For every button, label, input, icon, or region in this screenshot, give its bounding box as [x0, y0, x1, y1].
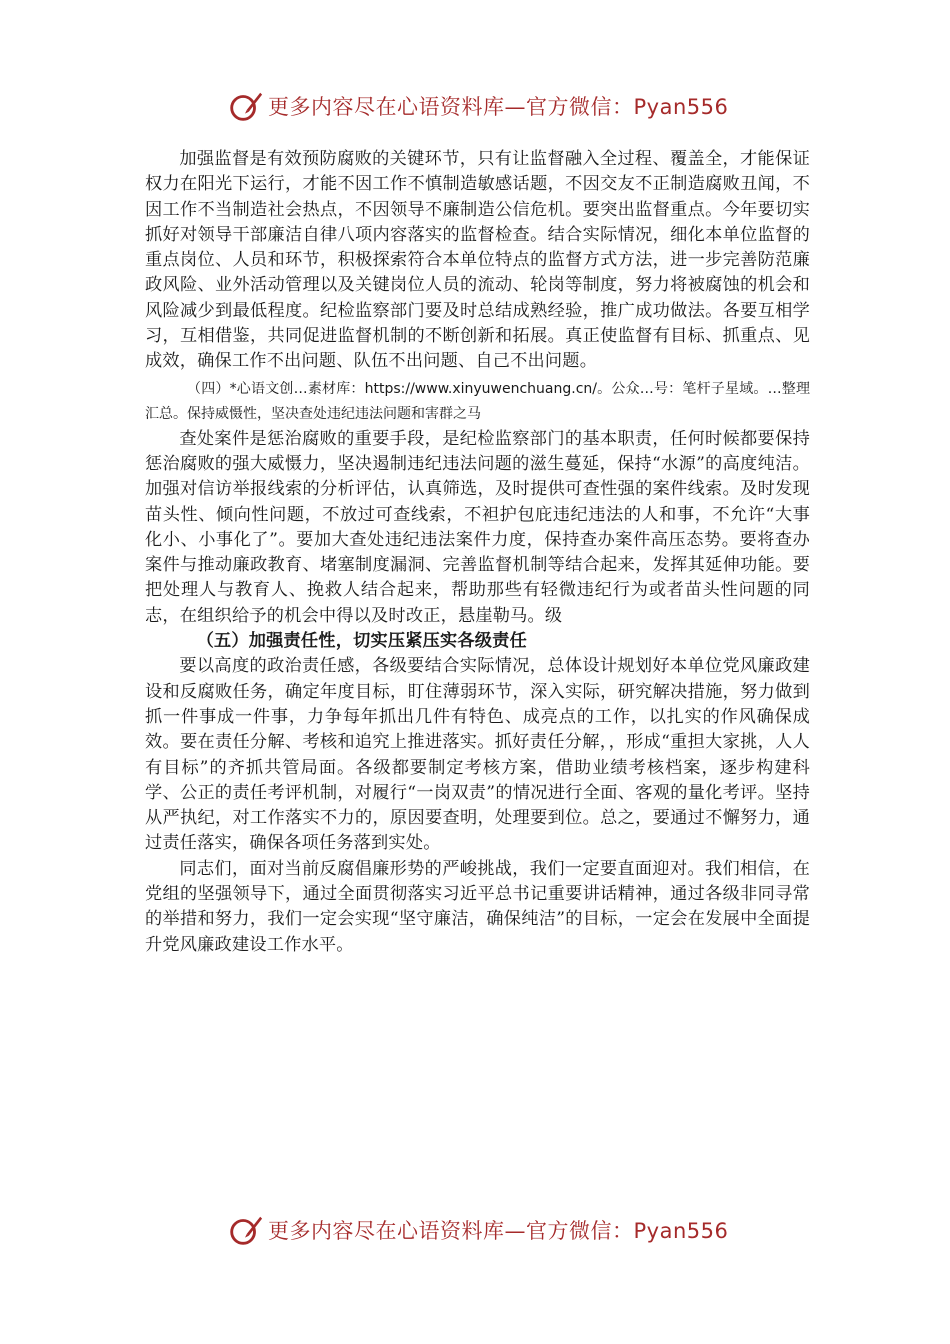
header-banner [226, 86, 728, 126]
paragraph-responsibility: 要以高度的政治责任感，各级要结合实际情况，总体设计规划好本单位党风廉政建设和反腐败任务，确定年度目标，盯住薄弱环节，深入实际，研究解决措施，努力做到抓一件事成一件事，力争每年抓出几件有特色、成亮点的工作，以扎实的作风确保成效。要在责任分解、考核和追究上推进落实。抓好责任分解，，形成“重担大家挑，人人有目标”的齐抓共管局面。各级都要制定考核方案，借助业绩考核档案，逐步构建科学、公正的责任考评机制，对履行“一岗双责”的情况进行全面、客观的量化考评。坚持从严执纪，对工作落实不力的，原因要查明，处理要到位。总之，要通过不懈努力，通过责任落实，确保各项任务落到实处。 [145, 656, 810, 854]
paragraph-supervision: 加强监督是有效预防腐败的关键环节，只有让监督融入全过程、覆盖全，才能保证权力在阳光下运行，才能不因工作不慎制造敏感话题，不因交友不正制造腐败丑闻，不因工作不当制造社会热点，不因领导不廉制造公信危机。要突出监督重点。今年要切实抓好对领导干部廉洁自律八项内容落实的监督检查。结合实际情况，细化本单位监督的重点岗位、人员和环节，积极探索符合本单位特点的监督方式方法，进一步完善防范廉政风险、业外活动管理以及关键岗位人员的流动、轮岗等制度，努力将被腐蚀的机会和风险减少到最低程度。纪检监察部门要及时总结成熟经验，推广成功做法。各要互相学习，互相借鉴，共同促进监督机制的不断创新和拓展。真正使监督有目标、抓重点、见成效，确保工作不出问题、队伍不出问题、自己不出问题。 [145, 149, 810, 372]
header-banner-text: 更多内容尽在心语资料库—官方微信：Pyan556 [268, 95, 729, 119]
section-five-heading: （五）加强责任性，切实压紧压实各级责任 [196, 631, 527, 652]
footer-banner-text: 更多内容尽在心语资料库—官方微信：Pyan556 [268, 1219, 729, 1243]
paragraph-case-handling: 查处案件是惩治腐败的重要手段，是纪检监察部门的基本职责，任何时候都要保持惩治腐败的强大威慑力，坚决遏制违纪违法问题的滋生蔓延，保持“水源”的高度纯洁。加强对信访举报线索的分析评估，认真筛选，及时提供可查性强的案件线索。及时发现苗头性、倾向性问题，不放过可查线索，不袒护包庇违纪违法的人和事，不允许“大事化小、小事化了”。要加大查处违纪违法案件力度，保持查办案件高压态势。要将查办案件与推动廉政教育、堵塞制度漏洞、完善监督机制等结合起来，发挥其延伸功能。要把处理人与教育人、挽救人结合起来，帮助那些有轻微违纪行为或者苗头性问题的同志，在组织给予的机会中得以及时改正，悬崖勒马。级 [145, 428, 810, 626]
footer-banner [226, 1210, 728, 1250]
document-body [145, 147, 810, 958]
paragraph-conclusion: 同志们，面对当前反腐倡廉形势的严峻挑战，我们一定要直面迎对。我们相信，在党组的坚强领导下，通过全面贯彻落实习近平总书记重要讲话精神，通过各级非同寻常的举措和努力，我们一定会实现“坚守廉洁，确保纯洁”的目标，一定会在发展中全面提升党风廉政建设工作水平。 [145, 858, 810, 955]
pen-logo-icon [226, 87, 264, 125]
pen-logo-icon [226, 1211, 264, 1249]
section-four-heading: （四）*心语文创…素材库：https://www.xinyuwenchuang.cn/。公众…号：笔杆子星域。…整理汇总。保持威慑性，坚决查处违纪违法问题和害群之马 [145, 380, 810, 422]
